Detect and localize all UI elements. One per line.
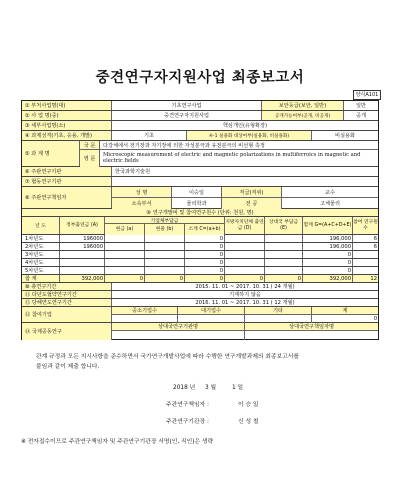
project-name-label: ② 사 업 명(중) <box>22 111 112 120</box>
intl-pi-value <box>245 331 378 340</box>
task-kor-label: 국 문 <box>80 141 100 150</box>
head-label: 주관연구기관장 : <box>166 419 209 425</box>
sum-staff: 12 <box>370 275 377 282</box>
budget-sum-row <box>22 275 378 283</box>
pi-label: 주관연구책임자 : <box>166 402 209 408</box>
budget-gov <box>60 259 105 266</box>
budget-gov <box>60 267 105 274</box>
public-value: 공개 <box>355 113 367 119</box>
budget-staff <box>353 267 378 274</box>
org-value: 한국과학기술원 <box>115 169 151 175</box>
report-form <box>21 100 379 340</box>
project-name-row <box>22 111 378 121</box>
budget-row <box>22 259 378 267</box>
budget-staff: 6 <box>373 235 377 242</box>
budget-kind <box>145 267 185 274</box>
col-staff: 참여 연구원수 <box>353 217 378 234</box>
date-month: 3 월 <box>205 385 217 391</box>
coorg-label: ⑦ 협동연구기관 <box>22 177 112 186</box>
col-local: 지방자치단체 출연금 (D) <box>225 217 265 234</box>
researcher-row <box>22 187 378 209</box>
researcher-name-label: 성 명 <box>112 187 172 198</box>
budget-other <box>265 251 303 258</box>
year-period-label: ⑫ 당해연도연구기간 <box>22 299 112 306</box>
task-kor-value: 다강체에서 전기장과 자기장에 의한 자성분극과 유전분극의 비선형 측정 <box>100 141 378 150</box>
sum-other: 0 <box>265 275 303 282</box>
detail-name-value: 핵심개인(유형확장) <box>222 123 268 129</box>
report-title: 중견연구자지원사업 최종보고서 <box>95 70 305 86</box>
total-period-value: 2015. 11. 01 ~ 2017. 10. 31 ( 24 개월) <box>195 284 295 290</box>
researcher-position-value: 교수 <box>282 187 378 198</box>
intl-label: ⑭ 국제공동연구 <box>22 323 112 340</box>
nature-value: 기초 <box>112 131 187 140</box>
col-private: 기업체부담금 <box>105 217 225 224</box>
security-value: 일반 <box>355 103 367 109</box>
budget-other <box>265 235 303 242</box>
budget-local <box>225 267 265 274</box>
companies-total-value: 0 <box>373 316 377 322</box>
form-code: 양식A101 <box>353 90 381 100</box>
researcher-position-label: 직급(직위) <box>222 187 282 198</box>
date-year: 2018 년 <box>173 385 196 391</box>
project-name-value: 중견연구자지원사업 <box>112 111 262 120</box>
task-eng-value: Microscopic measurement of electric and magnetic polarizations in multiferroics in magnetic and electric fields <box>103 152 361 164</box>
budget-local <box>225 259 265 266</box>
budget-other <box>265 267 303 274</box>
detail-name-label: ③ 세부사업명(소) <box>22 121 112 130</box>
sum-local: 0 <box>225 275 265 282</box>
large-companies-label: 대기업수 <box>178 307 245 315</box>
researcher-major-value: 고체물리 <box>319 201 341 207</box>
budget-kind <box>145 259 185 266</box>
sum-total: 392,000 <box>303 275 353 282</box>
stage-period-row <box>22 291 378 299</box>
researcher-major-label: 전 공 <box>222 198 282 209</box>
col-kind: 현물 (b) <box>145 224 185 235</box>
col-gov: 정부출연금 (A) <box>60 217 105 234</box>
researcher-label: ⑧ 주관연구책임자 <box>22 187 112 208</box>
head-name: 신 성 철 <box>238 419 259 425</box>
budget-subtotal: 0 <box>185 251 225 258</box>
col-total: 합계 G=(A+C+D+E) <box>303 217 353 234</box>
budget-header <box>22 217 378 235</box>
year-period-value: 2016. 11. 01 ~ 2017. 10. 31 ( 12 개월) <box>195 300 295 306</box>
task-name-label: ⑤ 과 제 명 <box>22 141 80 166</box>
coorg-row <box>22 177 378 187</box>
budget-local <box>225 243 265 250</box>
budget-subtotal: 0 <box>185 259 225 266</box>
org-row <box>22 167 378 177</box>
budget-cash <box>105 259 145 266</box>
budget-subtotal: 0 <box>185 235 225 242</box>
budget-local <box>225 235 265 242</box>
budget-cash <box>105 267 145 274</box>
budget-year: 2차년도 <box>22 243 60 250</box>
total-period-label: ⑩ 총연구기간 <box>22 283 112 290</box>
companies-row <box>22 307 378 323</box>
companies-total-label: 계 <box>312 307 378 315</box>
date-day: 1 일 <box>232 385 244 391</box>
budget-total: 196,000 <box>303 235 353 242</box>
budget-total: 0 <box>303 251 353 258</box>
intl-pi-label: 상대국연구책임자명 <box>245 323 378 331</box>
nature-row <box>22 131 378 141</box>
business-name-row <box>22 101 378 111</box>
public-label: 공개가능여부(공개, 비공개) <box>262 111 344 120</box>
col-subtotal: 소계 C=(a+b) <box>185 224 225 235</box>
col-year: 년 도 <box>22 217 60 234</box>
budget-year: 1차년도 <box>22 235 60 242</box>
sum-gov: 392,000 <box>60 275 105 282</box>
researcher-name-value: 이승일 <box>172 187 222 198</box>
task-eng-label: 영 문 <box>80 150 100 167</box>
sum-cash: 0 <box>105 275 145 282</box>
small-companies-value <box>112 315 178 323</box>
nature-label: ④ 과제성격(기초, 응용, 개발) <box>22 131 112 140</box>
large-companies-value <box>178 315 245 323</box>
col-other: 상대국 부담금 (E) <box>265 217 303 234</box>
business-name-label: ① 부처사업명(대) <box>22 101 112 110</box>
other-companies-label: 기타 <box>245 307 312 315</box>
security-label: 보안등급(보안, 일반) <box>262 101 344 110</box>
budget-gov: 196000 <box>60 243 105 250</box>
intl-row <box>22 323 378 340</box>
small-companies-label: 중소기업수 <box>112 307 178 315</box>
budget-staff <box>353 259 378 266</box>
researcher-dept-label: 소속부서 <box>112 198 172 209</box>
budget-gov: 196000 <box>60 235 105 242</box>
budget-total: 196,000 <box>303 243 353 250</box>
other-companies-value <box>245 315 312 323</box>
budget-other <box>265 259 303 266</box>
pi-name: 이 승 일 <box>238 402 259 408</box>
budget-gov <box>60 251 105 258</box>
stage-period-value: 기재하지 않음 <box>229 292 261 298</box>
budget-subtotal: 0 <box>185 243 225 250</box>
budget-total: 0 <box>303 259 353 266</box>
budget-row <box>22 267 378 275</box>
budget-year: 3차년도 <box>22 251 60 258</box>
budget-cash <box>105 235 145 242</box>
budget-year: 4차년도 <box>22 259 60 266</box>
total-period-row <box>22 283 378 291</box>
sum-year: 합 계 <box>22 275 60 282</box>
budget-total: 0 <box>303 267 353 274</box>
signature-note: ※ 전자접수이므로 주관연구책임자 및 주관연구기관장 서명(인, 직인)은 생략 <box>21 439 214 445</box>
budget-row <box>22 235 378 243</box>
budget-staff: 6 <box>373 243 377 250</box>
intl-org-label: 상대국연구기관명 <box>112 323 245 331</box>
statement-line-1: 관계 규정과 모든 지시사항을 준수하면서 국가연구개발사업에 따라 수행한 연구개발과제의 최종보고서를 <box>36 354 299 360</box>
researcher-dept-value: 물리학과 <box>172 198 222 209</box>
budget-title: ⑨ 연구개발비 및 참여연구원수 (단위: 천원, 명) <box>22 209 378 216</box>
budget-row <box>22 243 378 251</box>
business-name-value: 기초연구사업 <box>112 101 262 110</box>
sum-kind: 0 <box>145 275 185 282</box>
budget-kind <box>145 235 185 242</box>
statement-line-2: 붙임과 같이 제출 합니다. <box>36 364 100 370</box>
col-cash: 현금 (a) <box>105 224 145 235</box>
stage-period-label: ⑪ 다년도협약연구기간 <box>22 291 112 298</box>
budget-row <box>22 251 378 259</box>
budget-title-row <box>22 209 378 217</box>
year-period-row <box>22 299 378 307</box>
budget-cash <box>105 251 145 258</box>
budget-year: 5차년도 <box>22 267 60 274</box>
budget-staff <box>353 251 378 258</box>
intl-org-value <box>112 331 245 340</box>
budget-kind <box>145 243 185 250</box>
budget-local <box>225 251 265 258</box>
sum-subtotal: 0 <box>185 275 225 282</box>
budget-other <box>265 243 303 250</box>
budget-cash <box>105 243 145 250</box>
companies-label: ⑬ 참여기업 <box>22 307 112 322</box>
budget-subtotal: 0 <box>185 267 225 274</box>
detail-name-row <box>22 121 378 131</box>
practical-label: ④-1 실용화 대상여부(실용화, 비실용화) <box>187 131 312 140</box>
practical-value: 비실용화 <box>334 133 356 139</box>
coorg-value <box>112 177 378 186</box>
budget-kind <box>145 251 185 258</box>
task-name-row <box>22 141 378 167</box>
org-label: ⑥ 주관연구기관 <box>22 167 112 176</box>
